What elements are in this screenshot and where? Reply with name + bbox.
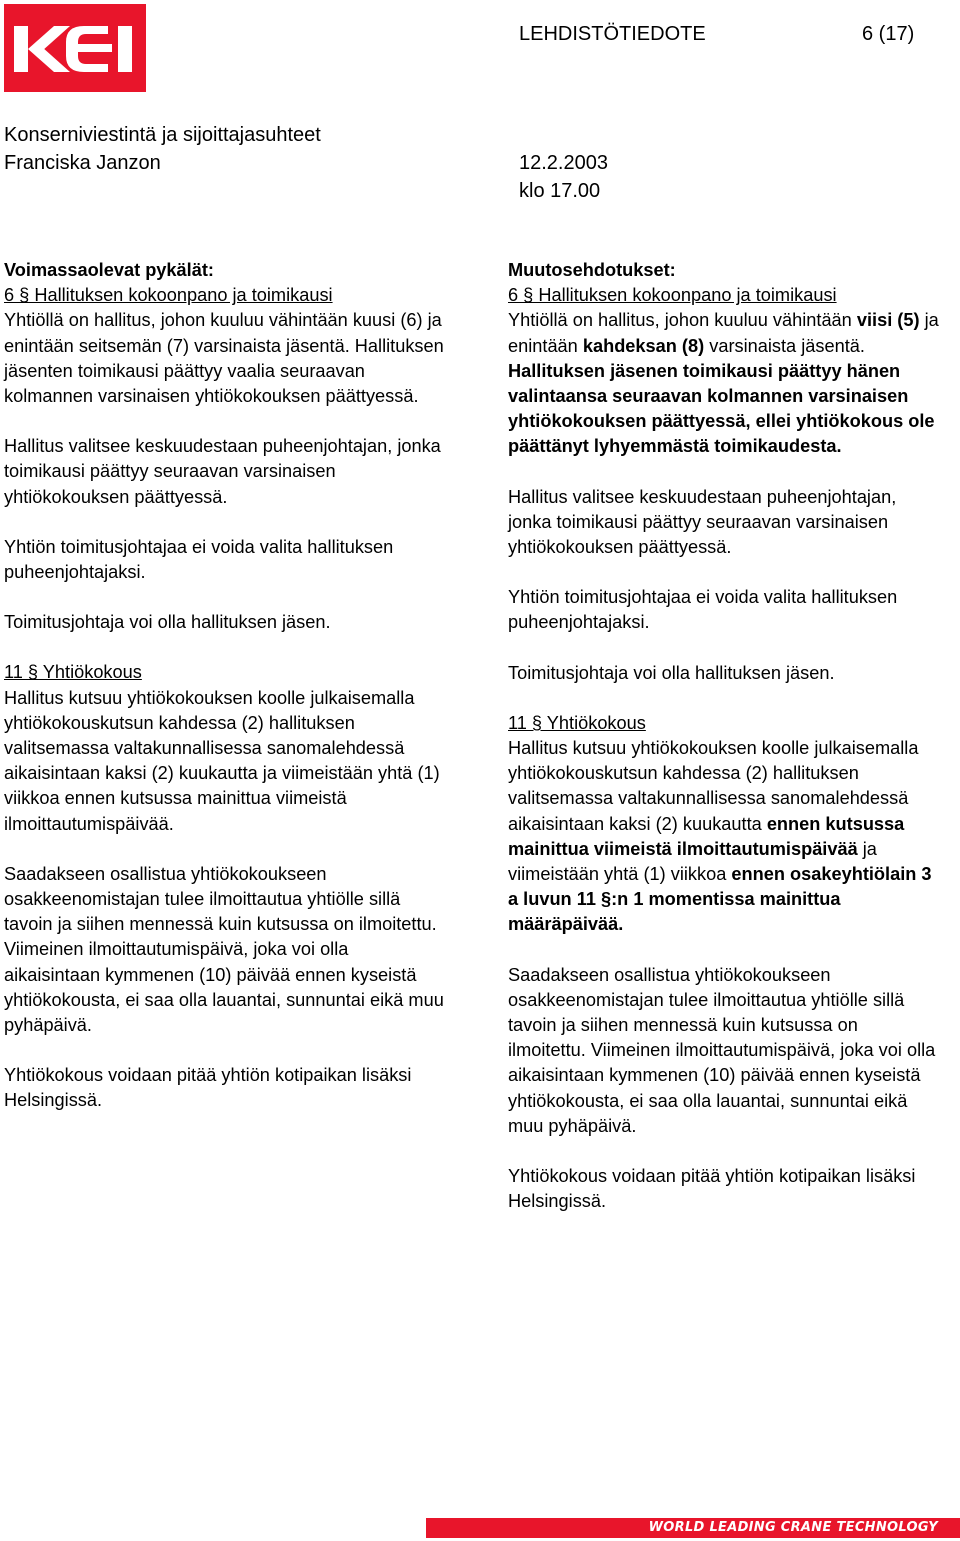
- current-articles-column: [4, 258, 444, 1139]
- time: klo 17.00: [519, 180, 601, 202]
- amended-section-11-title: 11 § Yhtiökokous: [508, 712, 646, 733]
- section-6-paragraph: Yhtiöllä on hallitus, johon kuuluu vähintään kuusi (6) ja enintään seitsemän (7) varsinaista jäsentä. Hallituksen jäsenten toimikausi päättyy vaalia seuraavan kolmannen varsinaisen yhtiökokouksen päättyessä.: [4, 310, 444, 407]
- current-articles-heading: Voimassaolevat pykälät:: [4, 260, 214, 280]
- section-6-ceo-paragraph: Yhtiön toimitusjohtajaa ei voida valita hallituksen puheenjohtajaksi.: [4, 536, 394, 583]
- section-11-title: 11 § Yhtiökokous: [4, 662, 142, 683]
- amended-text-bold: Hallituksen jäsenen toimikausi päättyy hänen valintaansa seuraavan kolmannen varsinaisen yhtiökokouksen päättyessä, ellei yhtiökokous ole päättänyt lyhyemmästä toimikaudesta.: [508, 360, 935, 457]
- amended-text: varsinaista jäsentä.: [709, 335, 865, 356]
- kci-logo: [4, 4, 146, 92]
- amended-section-6-title: 6 § Hallituksen kokoonpano ja toimikausi: [508, 285, 837, 306]
- amended-text: ja viimeistään yhtä (1) viikkoa: [508, 838, 877, 885]
- doc-type: LEHDISTÖTIEDOTE: [519, 23, 706, 45]
- page-number: 6 (17): [862, 23, 915, 45]
- amended-text-bold: ennen kutsussa mainittua viimeistä ilmoittautumispäivää: [508, 813, 905, 859]
- department: Konserniviestintä ja sijoittajasuhteet: [4, 124, 321, 146]
- amended-ceo-member-paragraph: Toimitusjohtaja voi olla hallituksen jäsen.: [508, 662, 835, 683]
- amended-text: Hallitus kutsuu yhtiökokouksen koolle julkaisemalla yhtiökokouskutsun kahdessa (2) hallituksen valitsemassa valtakunnallisessa sanomalehdessä aikaisintaan kaksi (2) kuukautta: [508, 738, 919, 834]
- amended-ceo-paragraph: Yhtiön toimitusjohtajaa ei voida valita hallituksen puheenjohtajaksi.: [508, 587, 898, 633]
- section-6-title: 6 § Hallituksen kokoonpano ja toimikausi: [4, 285, 333, 306]
- amended-text: Yhtiöllä on hallitus, johon kuuluu vähintään: [508, 310, 852, 331]
- section-11-location-paragraph: Yhtiökokous voidaan pitää yhtiön kotipaikan lisäksi Helsingissä.: [4, 1065, 412, 1111]
- section-6-ceo-member-paragraph: Toimitusjohtaja voi olla hallituksen jäsen.: [4, 612, 331, 633]
- footer-slogan: WORLD LEADING CRANE TECHNOLOGY: [648, 1520, 938, 1535]
- footer-slogan-bar: [426, 1518, 960, 1538]
- amendments-heading: Muutosehdotukset:: [508, 260, 676, 280]
- amended-chair-paragraph: Hallitus valitsee keskuudestaan puheenjohtajan, jonka toimikausi päättyy seuraavan varsinaisen yhtiökokouksen päättyessä.: [508, 486, 897, 558]
- proposed-amendments-column: [508, 258, 940, 1240]
- amended-location-paragraph: Yhtiökokous voidaan pitää yhtiön kotipaikan lisäksi Helsingissä.: [508, 1166, 916, 1212]
- section-11-registration-paragraph: Saadakseen osallistua yhtiökokoukseen osakkeenomistajan tulee ilmoittautua yhtiölle sillä tavoin ja siihen mennessä kuin kutsussa on ilmoitettu. Viimeinen ilmoittautumispäivä, joka voi olla aikaisintaan kymmenen (10) päivää ennen kyseistä yhtiökokousta, ei saa olla lauantai, sunnuntai eikä muu pyhäpäivä.: [4, 863, 444, 1036]
- section-11-paragraph: Hallitus kutsuu yhtiökokouksen koolle julkaisemalla yhtiökokouskutsun kahdessa (2) hallituksen valitsemassa valtakunnallisessa sanomalehdessä aikaisintaan kaksi (2) kuukautta ja viimeistään yhtä (1) viikkoa ennen kutsussa mainittua viimeistä ilmoittautumispäivää.: [4, 687, 440, 834]
- author: Franciska Janzon: [4, 152, 161, 174]
- amended-registration-paragraph: Saadakseen osallistua yhtiökokoukseen osakkeenomistajan tulee ilmoittautua yhtiölle sillä tavoin ja siihen mennessä kuin kutsussa on ilmoitettu. Viimeinen ilmoittautumispäivä, joka voi olla aikaisintaan kymmenen (10) päivää ennen kyseistä yhtiökokousta, ei saa olla lauantai, sunnuntai eikä muu pyhäpäivä.: [508, 964, 936, 1136]
- amended-text-bold: viisi (5): [856, 310, 920, 331]
- section-6-chair-paragraph: Hallitus valitsee keskuudestaan puheenjohtajan, jonka toimikausi päättyy seuraavan varsinaisen yhtiökokouksen päättyessä.: [4, 436, 441, 507]
- amended-text-bold: kahdeksan (8): [582, 335, 705, 356]
- amended-text: ja enintään: [508, 310, 939, 356]
- date: 12.2.2003: [519, 152, 608, 174]
- amended-text-bold: ennen osakeyhtiölain 3 a luvun 11 §:n 1 momentissa mainittua määräpäivää.: [508, 864, 932, 935]
